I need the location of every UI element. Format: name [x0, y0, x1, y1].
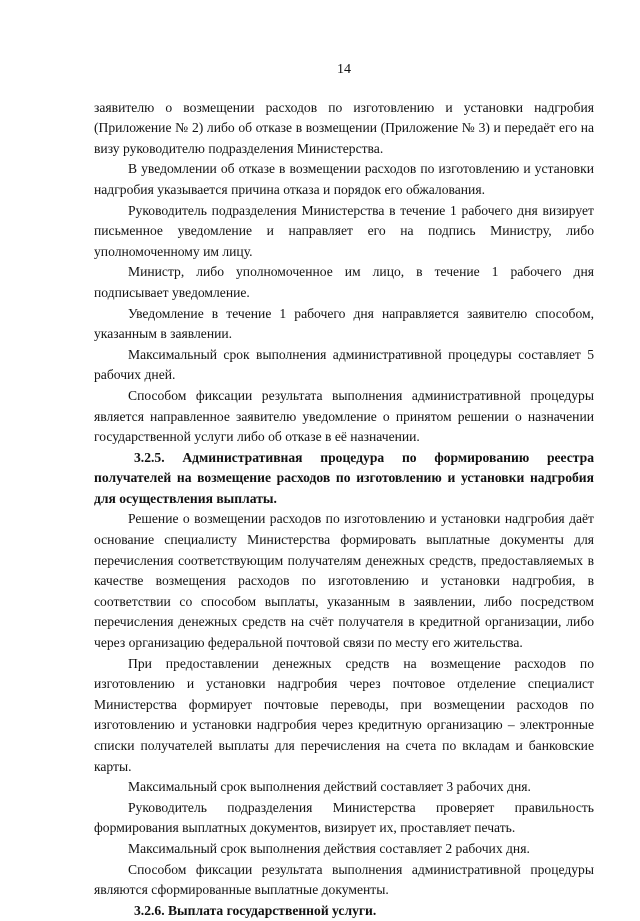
paragraph-max-term-3: Максимальный срок выполнения действий составляет 3 рабочих дня. — [128, 779, 531, 795]
paragraph-fixation-method: Способом фиксации результата выполнения административной процедуры является направленное заявителю уведомление о принятом решении о назначении государственной услуги либо об отказе в её назначении. — [94, 387, 594, 445]
document-page — [94, 60, 594, 921]
paragraph-notice-sent: Уведомление в течение 1 рабочего дня направляется заявителю способом, указанным в заявлении. — [94, 305, 594, 342]
paragraph-max-term-5: Максимальный срок выполнения административной процедуры составляет 5 рабочих дней. — [94, 346, 594, 383]
paragraph-head-checks: Руководитель подразделения Министерства проверяет правильность формирования выплатных документов, визирует их, проставляет печать. — [94, 799, 594, 836]
section-heading-3-2-5: 3.2.5. Административная процедура по формированию реестра получателей на возмещение расходов по изготовлению и установки надгробия для осуществления выплаты. — [94, 449, 594, 506]
paragraph-postal-transfer: При предоставлении денежных средств на возмещение расходов по изготовлению и установки надгробия через почтовое отделение специалист Министерства формирует почтовые переводы, при возмещении расходов по изготовлению и установки надгробия через кредитную организацию – электронные списки получателей выплаты для перечисления на счета по вкладам и банковские карты. — [94, 655, 594, 774]
paragraph-refusal-notice: В уведомлении об отказе в возмещении расходов по изготовлению и установки надгробия указывается причина отказа и порядок его обжалования. — [94, 161, 594, 197]
page-number: 14 — [337, 62, 351, 77]
paragraph-fixation-documents: Способом фиксации результата выполнения административной процедуры являются сформированные выплатные документы. — [94, 861, 594, 898]
paragraph-minister-signs: Министр, либо уполномоченное им лицо, в течение 1 рабочего дня подписывает уведомление. — [94, 264, 594, 300]
paragraph-head-visa: Руководитель подразделения Министерства в течение 1 рабочего дня визирует письменное уведомление и направляет его на подпись Министру, либо уполномоченному им лицу. — [94, 202, 594, 259]
paragraph-notice-continuation: заявителю о возмещении расходов по изготовлению и установки надгробия (Приложение № 2) либо об отказе в возмещении (Приложение № 3) и передаёт его на визу руководителю подразделения Министерства. — [94, 99, 594, 156]
paragraph-max-term-2: Максимальный срок выполнения действия составляет 2 рабочих дня. — [128, 840, 530, 856]
paragraph-payment-documents: Решение о возмещении расходов по изготовлению и установки надгробия даёт основание специалисту Министерства формировать выплатные документы для перечисления соответствующим получателям денежных средств, предоставляемых в качестве возмещения расходов по изготовлению и установки надгробия, в соответствии со способом выплаты, указанным в заявлении, либо посредством перечисления денежных средств на счёт получателя в кредитной организации, либо через организацию федеральной почтовой связи по месту его жительства. — [94, 511, 594, 651]
section-heading-3-2-6: 3.2.6. Выплата государственной услуги. — [134, 902, 377, 918]
